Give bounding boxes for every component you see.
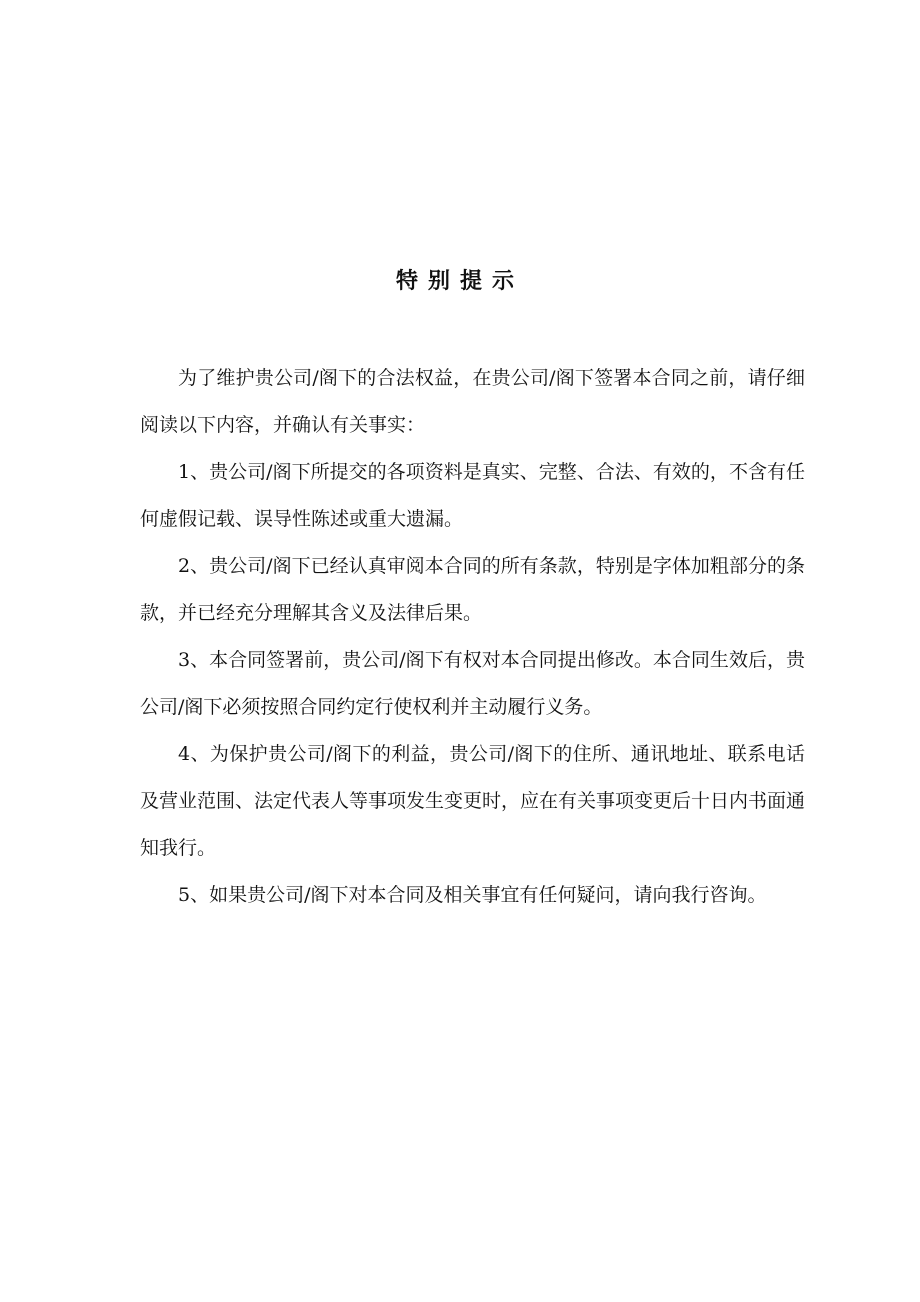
- page-title: 特别提示: [395, 269, 524, 294]
- notice-item-5: 5、如果贵公司/阁下对本合同及相关事宜有任何疑问，请向我行咨询。: [178, 884, 767, 906]
- intro-paragraph: 为了维护贵公司/阁下的合法权益，在贵公司/阁下签署本合同之前，请仔细阅读以下内容，并确认有关事实：: [140, 367, 805, 436]
- notice-item-2: 2、贵公司/阁下已经认真审阅本合同的所有条款，特别是字体加粗部分的条款，并已经充分理解其含义及法律后果。: [140, 555, 805, 624]
- notice-item-1: 1、贵公司/阁下所提交的各项资料是真实、完整、合法、有效的，不含有任何虚假记载、误导性陈述或重大遗漏。: [140, 461, 805, 530]
- notice-item-4: 4、为保护贵公司/阁下的利益，贵公司/阁下的住所、通讯地址、联系电话及营业范围、法定代表人等事项发生变更时，应在有关事项变更后十日内书面通知我行。: [140, 743, 806, 859]
- notice-item-3: 3、本合同签署前，贵公司/阁下有权对本合同提出修改。本合同生效后，贵公司/阁下必须按照合同约定行使权利并主动履行义务。: [140, 649, 805, 718]
- notice-body: [140, 355, 805, 919]
